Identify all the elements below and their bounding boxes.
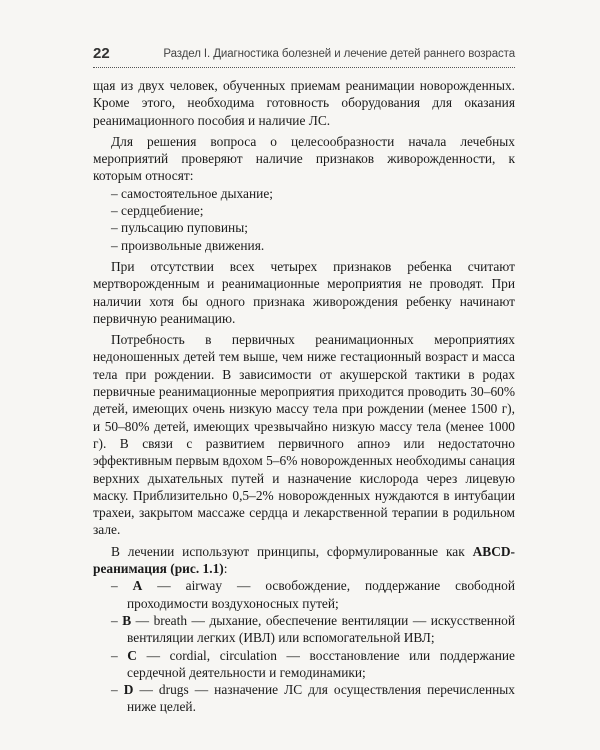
paragraph-4: Потребность в первичных реанимационных мероприятиях недоношенных детей тем выше, чем ниже гестационный возраст и масса тела при рождении. В зависимости от акушерской тактики в родах первичные реанимационные мероприятия приходится проводить 30–60% детей, имеющих очень низкую массу тела при рождении (менее 1500 г), и 50–80% детей, имеющих чрезвычайно низкую массу тела (менее 1000 г). В связи с развитием первичного апноэ или недостаточно эффективным первым вдохом 5–6% новорожденных необходимы санация верхних дыхательных путей и назначение кислорода через лицевую маску. Приблизительно 0,5–2% новорожденных нуждаются в интубации трахеи, закрытом массаже сердца и лекарственной терапии в родильном зале. xyxy=(93,332,515,538)
list-item: – пульсацию пуповины; xyxy=(111,220,248,236)
list-item: – самостоятельное дыхание; xyxy=(111,185,273,201)
list-item: – сердцебиение; xyxy=(111,203,204,219)
list-item: – D — drugs — назначение ЛС для осуществления перечисленных ниже целей. xyxy=(111,682,515,715)
body-text xyxy=(93,77,515,716)
paragraph-5-text: В лечении используют принципы, сформулированные как xyxy=(111,543,465,559)
page-header xyxy=(93,43,515,68)
list-item: – С — cordial, circulation — восстановление или поддержание сердечной деятельности и гемодинамики; xyxy=(111,647,515,680)
page-number: 22 xyxy=(93,45,110,62)
paragraph-1: щая из двух человек, обученных приемам реанимации новорожденных. Кроме этого, необходима готовность оборудования для оказания реанимационного пособия и наличие ЛС. xyxy=(93,78,515,128)
abcd-term: ABCD-реанимация (рис. 1.1) xyxy=(93,543,515,577)
list-item: – А — airway — освобождение, поддержание свободной проходимости воздухоносных путей; xyxy=(111,578,515,611)
principle-letter: D xyxy=(123,682,134,698)
list-item: – В — breath — дыхание, обеспечение вентиляции — искусственной вентиляции легких (ИВЛ) или вспомогательной ИВЛ; xyxy=(111,612,516,646)
paragraph-5: В лечении используют принципы, сформулированные как ABCD-реанимация (рис. 1.1): xyxy=(93,543,515,577)
paragraph-3: При отсутствии всех четырех признаков ребенка считают мертворожденным и реанимационные мероприятия не проводят. При наличии хотя бы одного признака живорождения ребенку начинают первичную реанимацию. xyxy=(93,258,515,326)
running-title: Раздел I. Диагностика болезней и лечение детей раннего возраста xyxy=(163,48,515,60)
list-item: – произвольные движения. xyxy=(111,237,265,253)
principle-letter: А xyxy=(132,578,143,594)
principle-letter: В xyxy=(122,612,132,628)
principle-letter: С xyxy=(127,647,137,663)
paragraph-2: Для решения вопроса о целесообразности начала лечебных мероприятий проверяют наличие признаков живорожденности, к которым относят: xyxy=(93,133,515,184)
